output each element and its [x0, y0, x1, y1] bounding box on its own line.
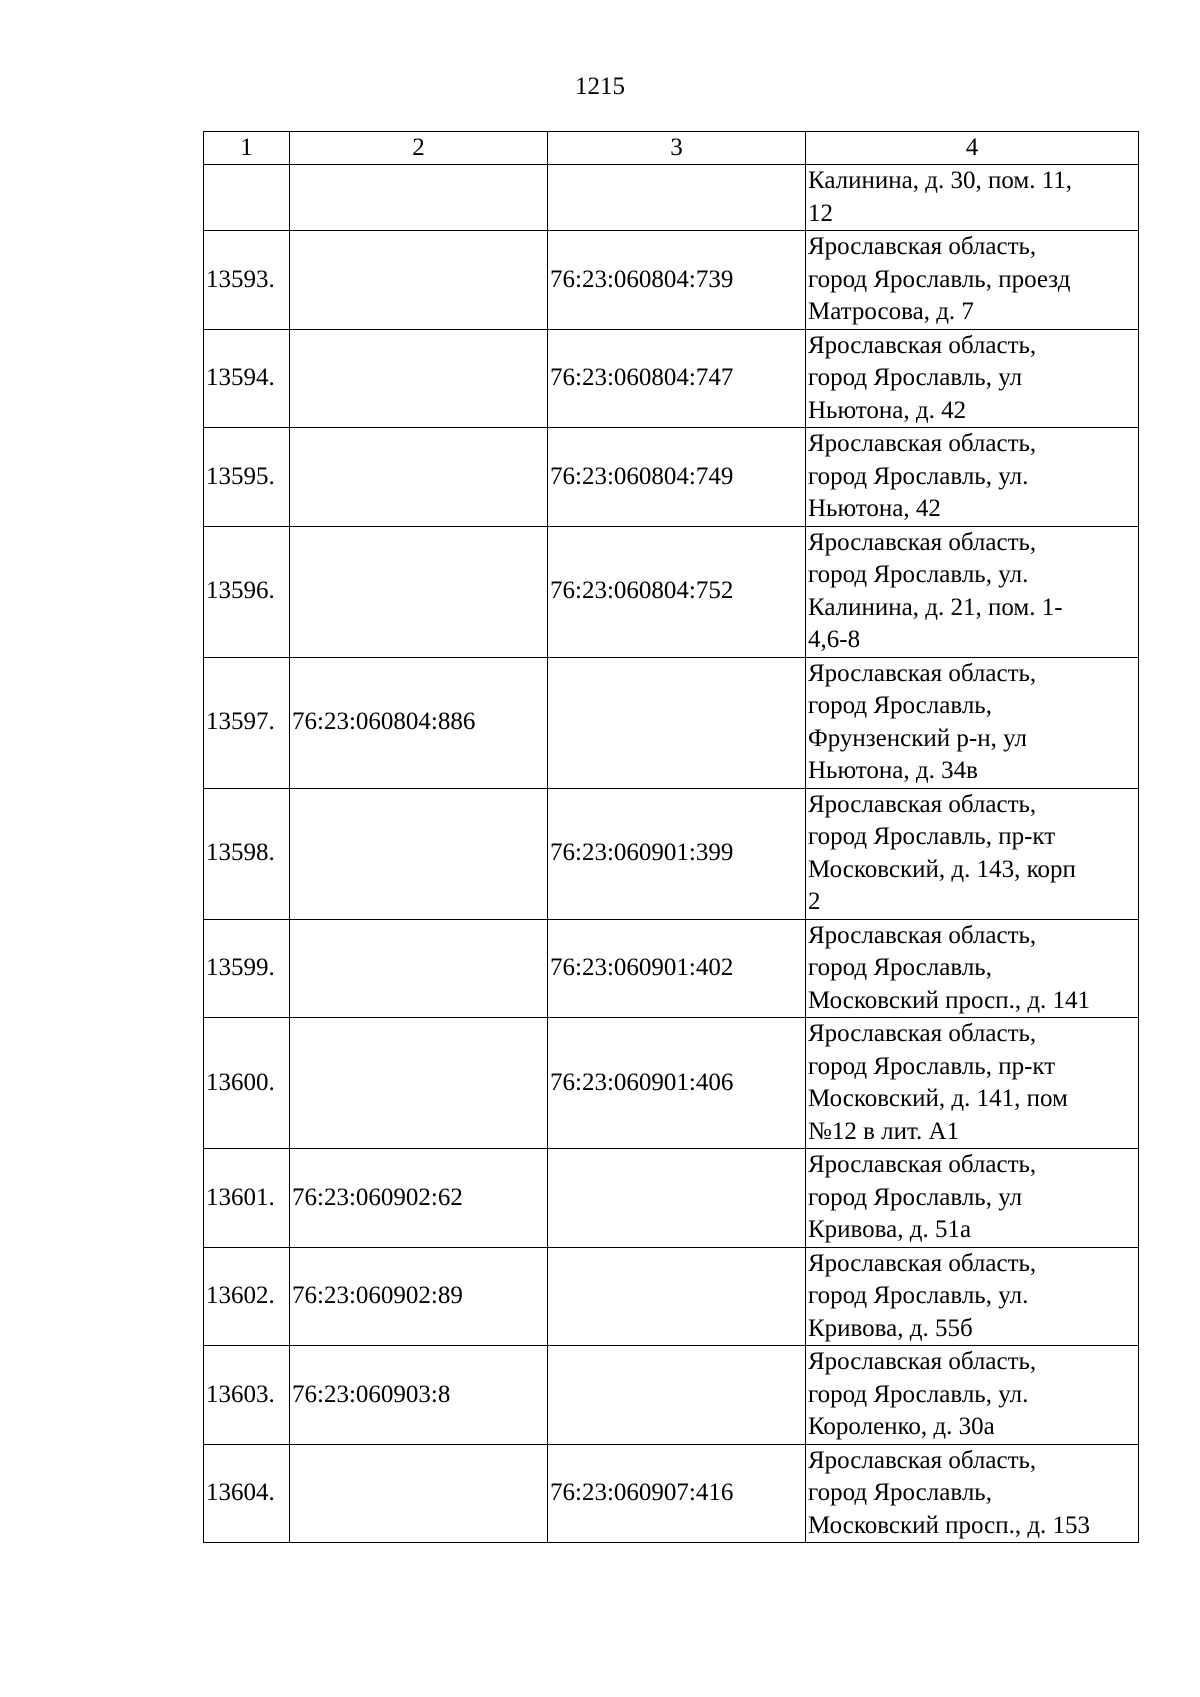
row-number: 13604.: [204, 1444, 290, 1543]
table-row: [204, 165, 1139, 231]
row-number: 13597.: [204, 657, 290, 788]
cadastral-number-col3: 76:23:060804:739: [548, 231, 806, 330]
row-number: 13595.: [204, 428, 290, 527]
address-cell: Ярославская область, город Ярославль, ул. Короленко, д. 30а: [806, 1346, 1139, 1445]
table-row: [204, 1247, 1139, 1346]
column-header-4: 4: [806, 132, 1139, 165]
cadastral-number-col3: [548, 1247, 806, 1346]
address-cell: Ярославская область, город Ярославль, ул Ньютона, д. 42: [806, 329, 1139, 428]
table-header: [204, 132, 1139, 165]
address-cell: Ярославская область, город Ярославль, Фрунзенский р-н, ул Ньютона, д. 34в: [806, 657, 1139, 788]
column-header-1: 1: [204, 132, 290, 165]
table-row: [204, 919, 1139, 1018]
cadastral-number-col2: [290, 231, 548, 330]
table-row: [204, 526, 1139, 657]
page-number: 1215: [575, 73, 625, 100]
cadastral-number-col2: [290, 329, 548, 428]
address-cell: Ярославская область, город Ярославль, ул. Калинина, д. 21, пом. 1- 4,6-8: [806, 526, 1139, 657]
cadastral-number-col2: [290, 526, 548, 657]
row-number: 13603.: [204, 1346, 290, 1445]
row-number: 13600.: [204, 1018, 290, 1149]
table-row: [204, 788, 1139, 919]
cadastral-number-col3: [548, 1346, 806, 1445]
table-row: [204, 329, 1139, 428]
cadastral-number-col2: [290, 788, 548, 919]
table-body: [204, 165, 1139, 1543]
cadastral-number-col3: [548, 165, 806, 231]
table-row: [204, 657, 1139, 788]
table-row: [204, 1018, 1139, 1149]
header-row: [204, 132, 1139, 165]
column-header-2: 2: [290, 132, 548, 165]
table-row: [204, 428, 1139, 527]
address-cell: Калинина, д. 30, пом. 11, 12: [806, 165, 1139, 231]
row-number: 13601.: [204, 1149, 290, 1248]
column-header-3: 3: [548, 132, 806, 165]
table-row: [204, 1444, 1139, 1543]
table-row: [204, 231, 1139, 330]
row-number: 13593.: [204, 231, 290, 330]
address-cell: Ярославская область, город Ярославль, пр-кт Московский, д. 141, пом №12 в лит. А1: [806, 1018, 1139, 1149]
cadastral-number-col3: 76:23:060804:749: [548, 428, 806, 527]
cadastral-number-col3: 76:23:060901:406: [548, 1018, 806, 1149]
cadastral-registry-table: [203, 131, 1139, 1543]
address-cell: Ярославская область, город Ярославль, Московский просп., д. 141: [806, 919, 1139, 1018]
cadastral-number-col3: 76:23:060907:416: [548, 1444, 806, 1543]
cadastral-number-col3: [548, 657, 806, 788]
cadastral-number-col2: [290, 1018, 548, 1149]
row-number: 13596.: [204, 526, 290, 657]
address-cell: Ярославская область, город Ярославль, ул. Ньютона, 42: [806, 428, 1139, 527]
row-number: 13598.: [204, 788, 290, 919]
row-number: 13594.: [204, 329, 290, 428]
row-number: 13599.: [204, 919, 290, 1018]
cadastral-number-col2: [290, 1444, 548, 1543]
cadastral-number-col3: 76:23:060804:747: [548, 329, 806, 428]
table-row: [204, 1149, 1139, 1248]
cadastral-number-col2: 76:23:060903:8: [290, 1346, 548, 1445]
address-cell: Ярославская область, город Ярославль, пр-кт Московский, д. 143, корп 2: [806, 788, 1139, 919]
cadastral-number-col3: [548, 1149, 806, 1248]
cadastral-number-col2: 76:23:060902:89: [290, 1247, 548, 1346]
cadastral-number-col3: 76:23:060901:399: [548, 788, 806, 919]
cadastral-number-col2: [290, 919, 548, 1018]
address-cell: Ярославская область, город Ярославль, ул. Кривова, д. 55б: [806, 1247, 1139, 1346]
cadastral-number-col3: 76:23:060901:402: [548, 919, 806, 1018]
address-cell: Ярославская область, город Ярославль, ул Кривова, д. 51а: [806, 1149, 1139, 1248]
table-row: [204, 1346, 1139, 1445]
cadastral-number-col2: [290, 165, 548, 231]
cadastral-number-col2: [290, 428, 548, 527]
cadastral-number-col3: 76:23:060804:752: [548, 526, 806, 657]
row-number: 13602.: [204, 1247, 290, 1346]
address-cell: Ярославская область, город Ярославль, проезд Матросова, д. 7: [806, 231, 1139, 330]
row-number: [204, 165, 290, 231]
cadastral-number-col2: 76:23:060804:886: [290, 657, 548, 788]
cadastral-number-col2: 76:23:060902:62: [290, 1149, 548, 1248]
address-cell: Ярославская область, город Ярославль, Московский просп., д. 153: [806, 1444, 1139, 1543]
